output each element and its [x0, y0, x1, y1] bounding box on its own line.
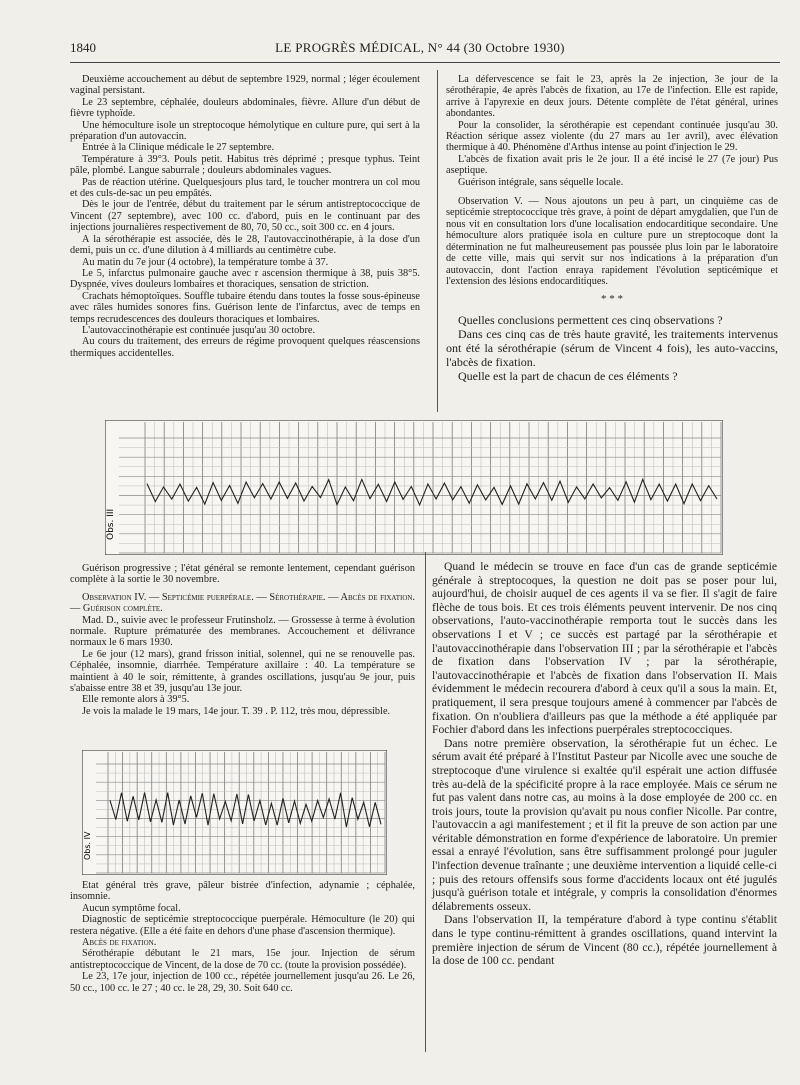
paragraph: Guérison intégrale, sans séquelle locale.: [458, 176, 624, 188]
question-paragraph: Dans ces cinq cas de très haute gravité, les traitements intervenus ont été la sérothérapie (sérum de Vincent 4 fois), les auto-vaccins, l'abcès de fixation.: [446, 327, 778, 370]
paragraph: Dès le jour de l'entrée, début du traitement par le sérum antistreptococcique de Vincent (27 septembre), avec 100 cc. d'abord, puis en le continuant par des injections journalières respectivement de 80, 70, 50 cc., soit 300 cc. en 4 jours.: [70, 199, 420, 234]
paragraph: Mad. D., suivie avec le professeur Frutinsholz. — Grossesse à terme à évolution normale. Rupture prématurée des membranes. Accouchement et délivrance normaux le 6 mars 1930.: [70, 614, 415, 649]
temperature-chart-obs3: [105, 420, 723, 555]
paragraph: Elle remonte alors à 39°5.: [82, 694, 190, 706]
paragraph: Guérison progressive ; l'état général se remonte lentement, cependant guérison complète à la sortie le 30 novembre.: [70, 563, 415, 586]
observation-v: Observation V. — Nous ajoutons un peu à part, un cinquième cas de septicémie streptococcique très grave, à point de départ amygdalien, que l'un de nous vit en consultation lors d'une localisation endocarditique secondaire. Une hémoculture alors pratiquée isola en culture pure un streptocoque dont la détermination ne fut malheureusement pas poussée plus loin par le laboratoire de cette ville, mais qui servit sur nos indications à la préparation d'un autovaccin, dont l'action enraya rapidement l'évolution septicémique et l'extension des lésions endocarditiques.: [446, 196, 778, 287]
chart-label: Obs. III: [106, 508, 116, 540]
paragraph: Dans notre première observation, la sérothérapie fut un échec. Le sérum avait été préparé à l'Institut Pasteur par Nicolle avec une souche de streptocoque d'une virulence si exaltée qu'il espérait une action diffusée très au-delà de la spécificité propre à la race employée. Mais ce sérum ne fut pas valent dans notre cas, au moins à la dose employée de 200 cc. en trois jours, toute la provision qu'avait pu nous confier Nicolle. Par contre, l'autovaccin a agi manifestement ; et il fit la preuve de son action par une véritable démonstration en forme d'expérience de laboratoire. Un premier essai a enrayé l'évolution, sans être suffisamment prolongé pour juguler l'infection devenue traînante ; une deuxième intervention a liquidé celle-ci ; puis des retours offensifs sous forme d'accidents locaux ont été jugulés jusqu'à guérison totale et intégrale, y compris la consolidation d'énormes délabrements osseux.: [432, 736, 777, 913]
paragraph: Quand le médecin se trouve en face d'un cas de grande septicémie générale à streptocoques, la question ne doit pas se poser pour lui, aujourd'hui, de choisir auquel de ces agents il va se fier. Il s'agit de faire flèche de tous bois. Et ces trois éléments peuvent intervenir. De nos cinq observations, l'auto-vaccinothérapie remporta tout le succès dans les observations I et V ; ce succès est partagé par la sérothérapie et l'autovaccinothérapie dans l'observation III ; par la sérothérapie et l'abcès de fixation dans l'observation IV ; par la sérothérapie, l'autovaccinothérapie et l'abcès de fixation dans l'observation II. Mais évidemment le médecin recourera d'abord à ceux qu'il a sous la main. Et, pratiquement, il sera presque toujours amené à commencer par l'abcès de fixation. On n'oubliera d'ailleurs pas que la méthode a été appliquée par Fochier d'abord dans les infections puerpérales streptococciques.: [432, 560, 777, 737]
section-label: Abcès de fixation.: [82, 937, 157, 949]
page-header: [70, 40, 770, 62]
journal-title: LE PROGRÈS MÉDICAL, N° 44 (30 Octobre 1930): [275, 40, 565, 55]
left-column-middle: [70, 563, 415, 717]
paragraph: Dans l'observation II, la température d'abord à type continu s'établit dans le type continu-rémittent à grandes oscillations, quand intervint la première injection de sérum de Vincent (80 cc.), répétée journellement à la dose de 100 cc. pendant: [432, 913, 777, 968]
question-paragraph: Quelle est la part de chacun de ces éléments ?: [458, 369, 678, 384]
left-column-bottom: [70, 880, 415, 994]
chart-label: Obs. IV: [83, 831, 92, 860]
paragraph: L'autovaccinothérapie est continuée jusqu'au 30 octobre.: [82, 324, 316, 336]
paragraph: Deuxième accouchement au début de septembre 1929, normal ; léger écoulement vaginal persistant.: [70, 74, 420, 97]
paragraph: Sérothérapie débutant le 21 mars, 15e jour. Injection de sérum antistreptococcique de Vincent, de la dose de 70 cc. (toute la provision possédée).: [70, 948, 415, 971]
paragraph: A la sérothérapie est associée, dès le 28, l'autovaccinothérapie, à la dose d'un demi, puis un cc. d'une dilution à 4 milliards au centimètre cube.: [70, 233, 420, 257]
paragraph: Le 5, infarctus pulmonaire gauche avec r ascension thermique à 38, puis 38°5. Dyspnée, vives douleurs lombaires et thoraciques, sensation de striction.: [70, 267, 420, 291]
paragraph: Le 23, 17e jour, injection de 100 cc., répétée journellement jusqu'au 26. Le 26, 50 cc., 100 cc. le 27 ; 40 cc. le 28, 29, 30. Soit 640 cc.: [70, 971, 415, 994]
right-column-top: [446, 74, 778, 383]
question-paragraph: Quelles conclusions permettent ces cinq observations ?: [458, 313, 723, 328]
paragraph: Au matin du 7e jour (4 octobre), la température tombe à 37.: [82, 256, 329, 268]
page-number: 1840: [70, 40, 96, 55]
observation-iv-heading: Observation IV. — Septicémie puerpérale. — Sérothérapie. — Abcès de fixation. — Guérison complète.: [70, 591, 415, 615]
column-divider: [437, 70, 438, 412]
paragraph: Au cours du traitement, des erreurs de régime provoquent quelques réascensions thermiques accidentelles.: [70, 336, 420, 359]
paragraph: Température à 39°3. Pouls petit. Habitus très déprimé ; presque typhus. Teint pâle, plombé. Langue saburrale ; douleurs abdominales vagues.: [70, 153, 420, 177]
paragraph: Entrée à la Clinique médicale le 27 septembre.: [82, 142, 275, 154]
paragraph: Je vois la malade le 19 mars, 14e jour. T. 39 . P. 112, très mou, dépressible.: [82, 705, 391, 717]
paragraph: Diagnostic de septicémie streptococcique puerpérale. Hémoculture (le 20) qui restera négative. (Elle a été faite en dehors d'une phase d'ascension thermique).: [70, 914, 415, 937]
paragraph: L'abcès de fixation avait pris le 2e jour. Il a été incisé le 27 (7e jour) Pus aseptique.: [446, 153, 778, 177]
left-column-top: [70, 74, 420, 359]
paragraph: Aucun symptôme focal.: [82, 902, 181, 914]
header-rule: [70, 62, 780, 63]
temperature-chart-obs4: [82, 750, 387, 875]
right-column-bottom: [432, 560, 777, 968]
paragraph: Pour la consolider, la sérothérapie est cependant continuée jusqu'au 30. Réaction sérique assez violente (du 27 mars au 1er avril), avec élévation thermique à 40. Phénomène d'Arthus intense au point d'injection le 29.: [446, 119, 778, 154]
column-divider: [425, 552, 426, 1052]
paragraph: Le 6e jour (12 mars), grand frisson initial, solennel, qui ne se renouvelle pas. Céphalée, insomnie, diarrhée. Température axillaire : 40. La température se maintient à 40 le soir, rémittente, à grandes oscillations, jusqu'au 9e jour, puis s'abaisse entre 38 et 39, jusqu'au 13e jour.: [70, 648, 415, 695]
paragraph: Le 23 septembre, céphalée, douleurs abdominales, fièvre. Allure d'un début de fièvre typhoïde.: [70, 96, 420, 120]
paragraph: Une hémoculture isole un streptocoque hémolytique en culture pure, qui sert à la préparation d'un autovaccin.: [70, 119, 420, 143]
paragraph: La défervescence se fait le 23, après la 2e injection, 3e jour de la sérothérapie, 4e après l'abcès de fixation, au 17e de l'infection. Elle est rapide, arrive à l'apyrexie en deux jours. Détente complète de l'état général, urines abondantes.: [446, 74, 778, 120]
paragraph: Crachats hémoptoïques. Souffle tubaire étendu dans toutes la fosse sous-épineuse avec râles humides sonores fins. Guérison lente de l'infarctus, avec de temps en temps recrudescences des douleurs thoraciques et lombaires.: [70, 290, 420, 325]
section-stars: * * *: [601, 293, 623, 306]
paragraph: Pas de réaction utérine. Quelquesjours plus tard, le toucher montrera un col mou et des culs-de-sac un peu empâtés.: [70, 176, 420, 200]
paragraph: Etat général très grave, pâleur bistrée d'infection, adynamie ; céphalée, insomnie.: [70, 880, 415, 903]
